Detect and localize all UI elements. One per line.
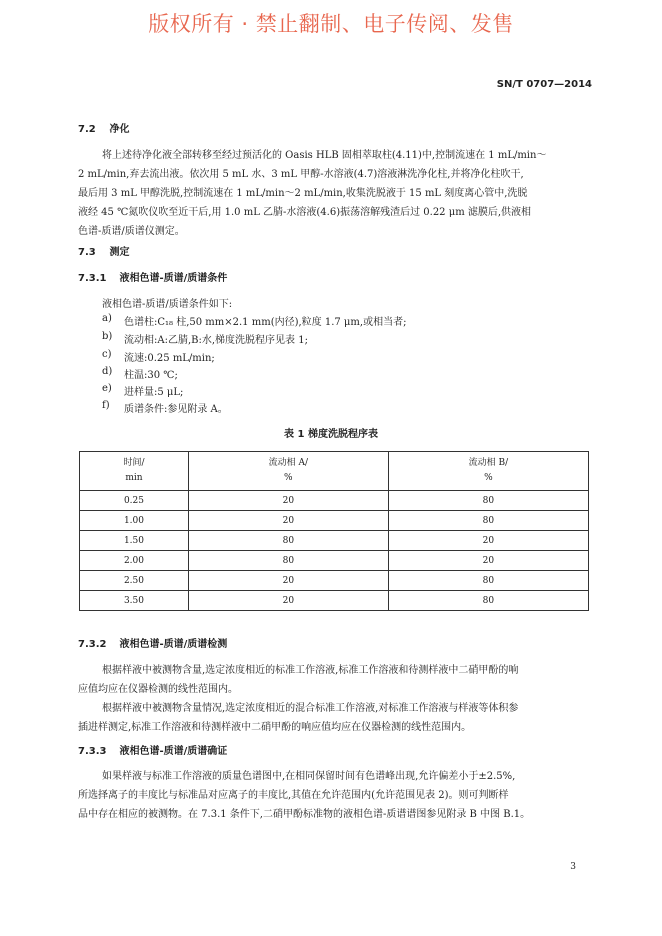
table-cell: 2.00: [80, 551, 189, 571]
table-cell: 20: [188, 571, 388, 591]
header-line: 流动相 A/: [268, 458, 309, 468]
table-cell: 80: [388, 491, 588, 511]
paragraph-line: 液经 45 ℃氮吹仪吹至近干后,用 1.0 mL 乙腈-水溶液(4.6)振荡溶解残渣后过 0.22 μm 滤膜后,供液相: [78, 207, 532, 218]
section-title: 液相色谱-质谱/质谱条件: [119, 273, 228, 284]
header-unit: %: [484, 473, 493, 483]
paragraph-line: 插进样测定,标准工作溶液和待测样液中二硝甲酚的响应值均应在仪器检测的线性范围内。: [78, 722, 472, 733]
list-item-text: 柱温:30 ℃;: [124, 370, 178, 381]
section-7-3-2-heading: [78, 635, 227, 650]
paragraph-line: 所选择离子的丰度比与标准品对应离子的丰度比,其值在允许范围内(允许范围见表 2)。则可判断样: [78, 790, 509, 801]
paragraph-line: 根据样液中被测物含量情况,选定浓度相近的混合标准工作溶液,对标准工作溶液与样液等体积参: [102, 703, 519, 714]
header-unit: %: [284, 473, 293, 483]
list-item-label: f): [102, 400, 110, 411]
section-7-3-3-heading: [78, 742, 227, 757]
section-number: 7.3.1: [78, 273, 107, 284]
table-row: [80, 591, 589, 611]
header-cell-mobile-b: [388, 452, 588, 491]
table-cell: 80: [388, 571, 588, 591]
section-7-3-heading: [78, 243, 129, 258]
paragraph-line: 品中存在相应的被测物。在 7.3.1 条件下,二硝甲酚标准物的液相色谱-质谱谱图参见附录 B 中图 B.1。: [78, 809, 531, 820]
list-item-text: 流动相:A:乙腈,B:水,梯度洗脱程序见表 1;: [124, 335, 308, 346]
section-7-2-heading: [78, 120, 129, 135]
section-7-3-1-heading: [78, 269, 227, 284]
list-item-label: a): [102, 313, 112, 324]
header-line: 时间/: [123, 458, 145, 468]
paragraph-line: 将上述待净化液全部转移至经过预活化的 Oasis HLB 固相萃取柱(4.11)中,控制流速在 1 mL/min～: [102, 150, 547, 161]
list-item-text: 色谱柱:C₁₈ 柱,50 mm×2.1 mm(内径),粒度 1.7 μm,或相当者;: [124, 317, 407, 328]
gradient-table: [79, 451, 589, 611]
table-cell: 80: [388, 511, 588, 531]
section-title: 液相色谱-质谱/质谱确证: [119, 746, 228, 757]
section-title: 测定: [109, 247, 130, 258]
table-cell: 2.50: [80, 571, 189, 591]
table-cell: 20: [388, 531, 588, 551]
table-cell: 0.25: [80, 491, 189, 511]
paragraph-line: 色谱-质谱/质谱仪测定。: [78, 226, 185, 237]
table-cell: 20: [188, 491, 388, 511]
section-number: 7.3.3: [78, 746, 107, 757]
page-number: 3: [570, 862, 576, 872]
list-item-text: 流速:0.25 mL/min;: [124, 353, 215, 364]
table-row: [80, 571, 589, 591]
table-cell: 3.50: [80, 591, 189, 611]
section-number: 7.3: [78, 247, 96, 258]
table-caption: 表 1 梯度洗脱程序表: [284, 429, 378, 440]
table-cell: 1.00: [80, 511, 189, 531]
table-cell: 20: [188, 511, 388, 531]
section-number: 7.2: [78, 124, 96, 135]
table-cell: 20: [188, 591, 388, 611]
paragraph-line: 根据样液中被测物含量,选定浓度相近的标准工作溶液,标准工作溶液和待测样液中二硝甲酚的响: [102, 665, 519, 676]
paragraph-line: 应值均应在仪器检测的线性范围内。: [78, 684, 238, 695]
list-item-text: 质谱条件:参见附录 A。: [124, 404, 228, 415]
list-item-text: 进样量:5 μL;: [124, 387, 184, 398]
section-number: 7.3.2: [78, 639, 107, 650]
header-cell-mobile-a: [188, 452, 388, 491]
list-item-label: b): [102, 331, 113, 342]
standard-code: SN/T 0707—2014: [496, 79, 592, 90]
conditions-intro: 液相色谱-质谱/质谱条件如下:: [102, 299, 233, 310]
list-item-label: c): [102, 349, 112, 360]
table-cell: 20: [388, 551, 588, 571]
table-header-row: [80, 452, 589, 491]
table-row: [80, 551, 589, 571]
paragraph-line: 如果样液与标准工作溶液的质量色谱图中,在相同保留时间有色谱峰出现,允许偏差小于±2.5%,: [102, 771, 516, 782]
table-cell: 1.50: [80, 531, 189, 551]
header-cell-time: [80, 452, 189, 491]
table-row: [80, 511, 589, 531]
table-row: [80, 531, 589, 551]
paragraph-line: 2 mL/min,弃去流出液。依次用 5 mL 水、3 mL 甲醇-水溶液(4.7)溶液淋洗净化柱,并将净化柱吹干,: [78, 169, 524, 180]
table-cell: 80: [188, 531, 388, 551]
paragraph-line: 最后用 3 mL 甲醇洗脱,控制流速在 1 mL/min～2 mL/min,收集洗脱液于 15 mL 刻度离心管中,洗脱: [78, 188, 528, 199]
table-cell: 80: [188, 551, 388, 571]
table-cell: 80: [388, 591, 588, 611]
section-title: 净化: [109, 124, 130, 135]
list-item-label: d): [102, 366, 113, 377]
section-title: 液相色谱-质谱/质谱检测: [119, 639, 228, 650]
table-row: [80, 491, 589, 511]
header-unit: min: [125, 473, 143, 483]
copyright-watermark: 版权所有 · 禁止翻制、电子传阅、发售: [148, 12, 514, 36]
header-line: 流动相 B/: [468, 458, 509, 468]
list-item-label: e): [102, 383, 112, 394]
